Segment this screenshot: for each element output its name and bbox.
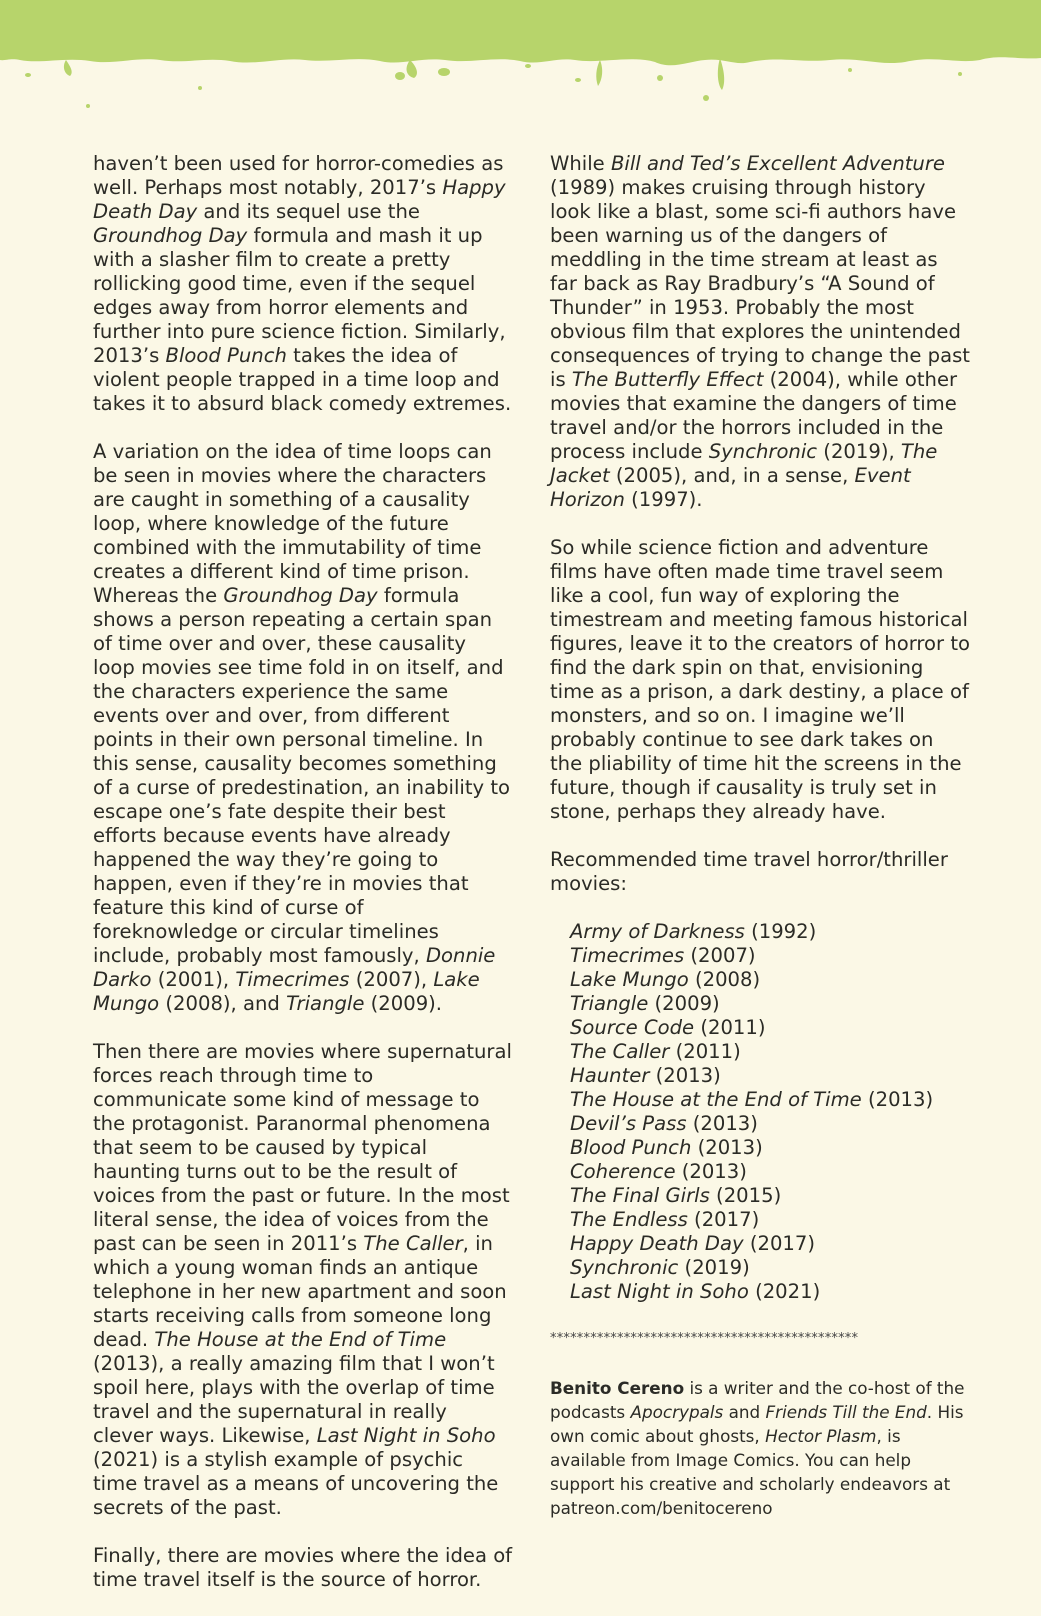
text-run: (2008), and [159, 992, 287, 1015]
movie-title: The House at the End of Time [570, 1088, 862, 1111]
text-run: While [550, 152, 611, 175]
movie-year: (2021) [748, 1280, 821, 1303]
italic-text-run: Groundhog Day [93, 224, 248, 247]
movie-title: Source Code [570, 1016, 695, 1039]
italic-text-run: Donnie Darko [93, 944, 496, 991]
text-run: and [723, 1402, 766, 1422]
movie-title: Blood Punch [570, 1136, 692, 1159]
text-run: , in which a young woman finds an antique telephone in her new apartment and soon starts receiving calls from someone long dead. [93, 1232, 507, 1351]
movie-year: (2009) [648, 992, 720, 1015]
movie-title: Last Night in Soho [570, 1280, 749, 1303]
right-column [550, 152, 970, 1544]
text-run: (2007), [349, 968, 434, 991]
italic-text-run: The Jacket [550, 440, 938, 487]
text-run: formula and mash it up with a slasher film to create a pretty rollicking good time, even if the sequel edges away from horror elements and further into pure science fiction. Similarly, 2013’s [93, 224, 506, 367]
left-paragraph-3 [93, 1040, 513, 1520]
italic-text-run: The Butterfly Effect [571, 368, 764, 391]
text-run: formula shows a person repeating a certain span of time over and over, these causality loop movies see time fold in on itself, and the characters experience the same events over and over, from different points in their own personal timeline. In this sense, causality becomes something of a curse of predestination, an inability to escape one’s fate despite their best efforts because events have already happened the way they’re going to happen, even if they’re in movies that feature this kind of curse of foreknowledge or circular timelines include, probably most famously, [93, 584, 511, 967]
text-run: (2013), a really amazing film that I won’t spoil here, plays with the overlap of time travel and the supernatural in really clever ways. Likewise, [93, 1352, 495, 1447]
text-run: is a writer and the co-host of the podcasts [550, 1378, 965, 1422]
text-run: and its sequel use the [197, 200, 420, 223]
left-paragraph-4 [93, 1544, 513, 1592]
movie-year: (2015) [709, 1184, 782, 1207]
italic-text-run: Apocrypals [630, 1402, 724, 1422]
movie-title: The Caller [570, 1040, 670, 1063]
italic-text-run: Timecrimes [235, 968, 350, 991]
movie-list-item [570, 1136, 970, 1160]
movie-list-item [570, 1040, 970, 1064]
movie-list-item [570, 1256, 970, 1280]
movie-year: (2013) [861, 1088, 934, 1111]
text-run: (2009). [364, 992, 443, 1015]
movie-year: (2019) [678, 1256, 750, 1279]
movie-year: (2013) [649, 1064, 721, 1087]
italic-text-run: Groundhog Day [223, 584, 378, 607]
movie-year: (2017) [687, 1208, 760, 1231]
movie-list-item [570, 920, 970, 944]
movie-list-item [570, 1280, 970, 1304]
movie-title: Happy Death Day [570, 1232, 744, 1255]
left-column [93, 152, 513, 1616]
movie-list-item [570, 1016, 970, 1040]
movie-list-item [570, 1232, 970, 1256]
movie-year: (2008) [688, 968, 761, 991]
italic-text-run: The Caller [363, 1232, 463, 1255]
italic-text-run: Triangle [286, 992, 365, 1015]
text-run: (1989) makes cruising through history look like a blast, some sci-fi authors have been warning us of the dangers of meddling in the time stream at least as far back as Ray Bradbury’s “A Sound of Thunder” in 1953. Probably the most obvious film that explores the unintended consequences of trying to change the past is [550, 176, 970, 391]
movie-list-item [570, 1208, 970, 1232]
movie-year: (2007) [684, 944, 756, 967]
movie-year: (2011) [669, 1040, 741, 1063]
italic-text-run: Bill and Ted’s Excellent Adventure [610, 152, 945, 175]
italic-text-run: Lake Mungo [93, 968, 480, 1015]
movie-title: The Endless [570, 1208, 688, 1231]
movie-list-item [570, 1160, 970, 1184]
author-bio [550, 1376, 970, 1520]
text-run: , is available from Image Comics. You can help support his creative and scholarly endeavors at patreon.com/benitocereno [550, 1426, 951, 1518]
movie-year: (2013) [686, 1112, 758, 1135]
left-paragraph-1 [93, 152, 513, 416]
text-run: Finally, there are movies where the idea of time travel itself is the source of horror. [93, 1544, 513, 1591]
movie-year: (1992) [744, 920, 817, 943]
italic-text-run: Last Night in Soho [316, 1424, 496, 1447]
italic-text-run: Hector Plasm [765, 1426, 877, 1446]
movie-title: Army of Darkness [570, 920, 745, 943]
italic-text-run: Happy Death Day [93, 176, 506, 223]
movie-title: Devil’s Pass [570, 1112, 687, 1135]
movie-title: Haunter [570, 1064, 650, 1087]
right-paragraph-2 [550, 536, 970, 824]
left-paragraph-2 [93, 440, 513, 1016]
movie-year: (2011) [694, 1016, 766, 1039]
movie-title: Triangle [570, 992, 649, 1015]
movie-list-item [570, 968, 970, 992]
text-run: (2019), [817, 440, 901, 463]
text-run: So while science fiction and adventure films have often made time travel seem like a cool, fun way of exploring the timestream and meeting famous historical figures, leave it to the creators of horror to find the dark spin on that, envisioning time as a prison, a dark destiny, a place of monsters, and so on. I imagine we’ll probably continue to see dark takes on the pliability of time hit the screens in the future, though if causality is truly set in stone, perhaps they already have. [550, 536, 970, 823]
text-run: Then there are movies where supernatural forces reach through time to communicate some kind of message to the protagonist. Paranormal phenomena that seem to be caused by typical haunting turns out to be the result of voices from the past or future. In the most literal sense, the idea of voices from the past can be seen in 2011’s [93, 1040, 512, 1255]
italic-text-run: Friends Till the End [765, 1402, 927, 1422]
movie-list-item [570, 1088, 970, 1112]
italic-text-run: Event Horizon [550, 464, 911, 511]
text-run: takes the idea of violent people trapped in a time loop and takes it to absurd black comedy extremes. [93, 344, 512, 415]
movie-list-item [570, 992, 970, 1016]
movie-year: (2017) [743, 1232, 815, 1255]
text-run: A variation on the idea of time loops can be seen in movies where the characters are caught in something of a causality loop, where knowledge of the future combined with the immutability of time creates a different kind of time prison. Whereas the [93, 440, 492, 607]
movie-title: The Final Girls [570, 1184, 710, 1207]
recommended-heading: Recommended time travel horror/thriller movies: [550, 848, 948, 895]
text-run: . His own comic about ghosts, [550, 1402, 964, 1446]
slime-header-decoration [0, 0, 1041, 110]
movie-list-item [570, 1184, 970, 1208]
text-run: (2001), [151, 968, 236, 991]
movie-year: (2013) [675, 1160, 747, 1183]
movie-list [550, 920, 970, 1304]
text-run: (1997). [624, 488, 703, 511]
italic-text-run: The House at the End of Time [154, 1328, 447, 1351]
movie-list-item [570, 1112, 970, 1136]
movie-title: Synchronic [570, 1256, 679, 1279]
right-paragraph-1 [550, 152, 970, 512]
movie-year: (2013) [691, 1136, 763, 1159]
movie-list-item [570, 944, 970, 968]
text-run: (2021) is a stylish example of psychic time travel as a means of uncovering the secrets of the past. [93, 1448, 499, 1519]
text-run: (2004), while other movies that examine the dangers of time travel and/or the horrors included in the process include [550, 368, 958, 463]
movie-title: Lake Mungo [570, 968, 689, 991]
text-run: haven’t been used for horror-comedies as well. Perhaps most notably, 2017’s [93, 152, 504, 199]
bold-text-run: Benito Cereno [550, 1378, 685, 1398]
italic-text-run: Synchronic [708, 440, 818, 463]
italic-text-run: Blood Punch [165, 344, 287, 367]
movie-title: Timecrimes [570, 944, 685, 967]
movie-title: Coherence [570, 1160, 676, 1183]
text-run: (2005), and, in a sense, [609, 464, 855, 487]
separator-asterisks: ********************************************** [550, 1331, 859, 1346]
movie-list-item [570, 1064, 970, 1088]
